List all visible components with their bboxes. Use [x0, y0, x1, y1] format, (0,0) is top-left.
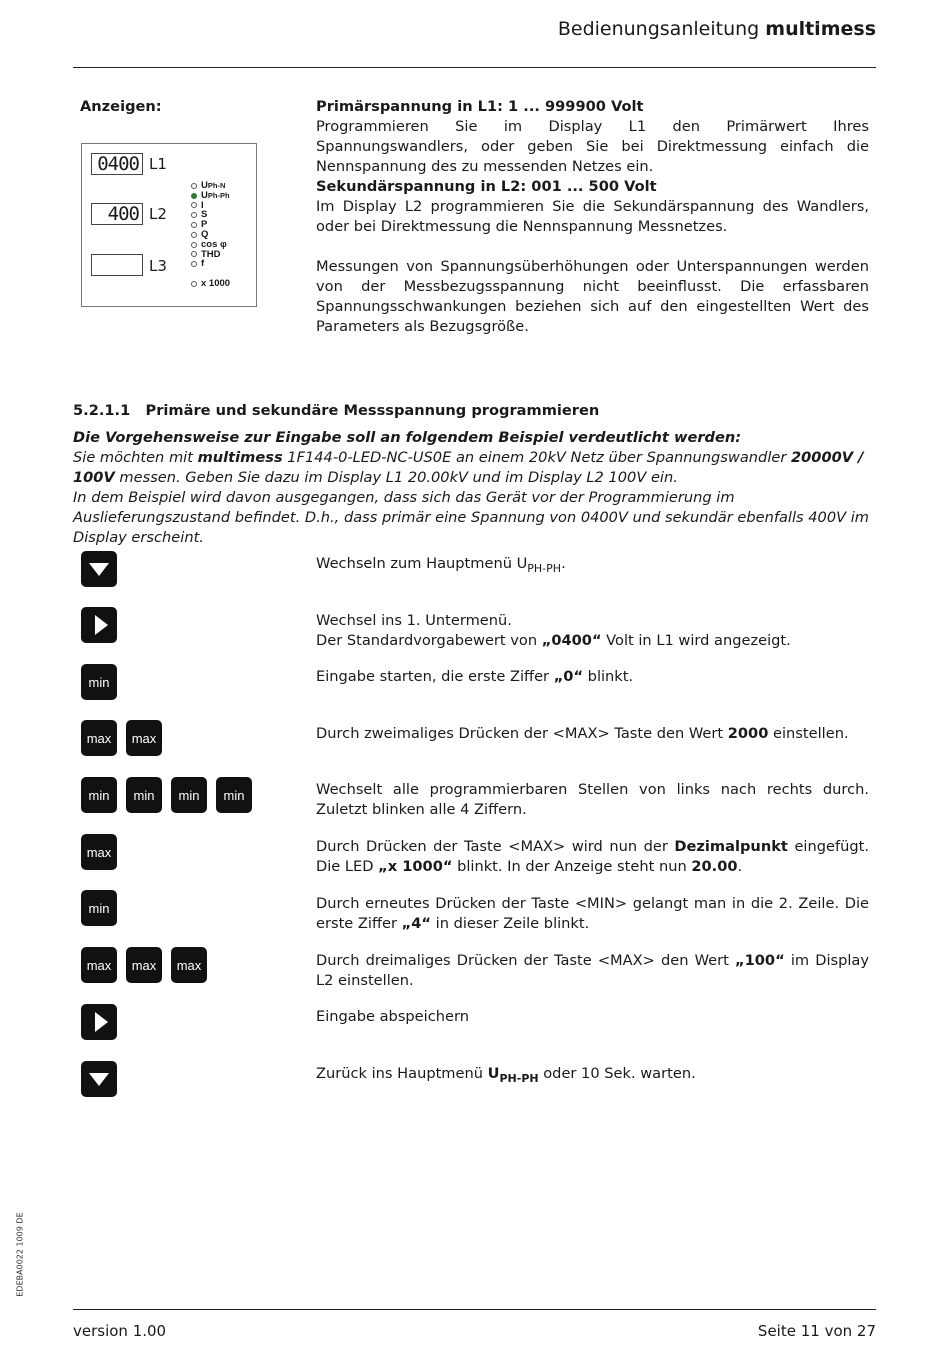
key-row-7	[81, 890, 117, 926]
min-key-button[interactable]: min	[171, 777, 207, 813]
key-row-4	[81, 720, 162, 756]
display-l3-label: L3	[149, 257, 167, 275]
section-heading	[73, 401, 599, 421]
led-dot-icon	[191, 202, 197, 208]
step-8-text: Durch dreimaliges Drücken der Taste <MAX> den Wert „100“ im Display L2 einstellen.	[316, 952, 870, 989]
step-1-text: Wechseln zum Hauptmenü $U_{PH-PH}$.	[316, 555, 566, 575]
min-key-button[interactable]: min	[216, 777, 252, 813]
max-key-button[interactable]: max	[81, 947, 117, 983]
secondary-heading: Sekundärspannung in L2: 001 ... 500 Volt	[316, 178, 657, 195]
led-dot-icon	[191, 212, 197, 218]
led-uphn: U Ph-N	[191, 181, 230, 191]
section-number: 5.2.1.1	[73, 402, 131, 419]
footer-rule	[73, 1309, 876, 1310]
step-5-text: Wechselt alle programmierbaren Stellen von links nach rechts durch. Zuletzt blinken alle 4 Ziffern.	[316, 781, 869, 818]
min-key-button[interactable]: min	[81, 890, 117, 926]
page-header	[558, 18, 876, 40]
led-p: P	[191, 220, 230, 230]
down-key-button[interactable]	[81, 551, 117, 587]
led-dot-icon	[191, 232, 197, 238]
arrow-down-icon	[89, 1073, 109, 1086]
max-key-button[interactable]: max	[171, 947, 207, 983]
led-cos: cos φ	[191, 240, 230, 250]
max-key-button[interactable]: max	[126, 720, 162, 756]
min-key-button[interactable]: min	[81, 664, 117, 700]
step-4-text: Durch zweimaliges Drücken der <MAX> Taste den Wert 2000 einstellen.	[316, 725, 849, 742]
primary-heading: Primärspannung in L1: 1 ... 999900 Volt	[316, 98, 644, 115]
key-row-5	[81, 777, 252, 813]
led-x1000: x 1000	[191, 279, 230, 289]
led-dot-icon	[191, 193, 197, 199]
display-l2-label: L2	[149, 205, 167, 223]
led-q: Q	[191, 230, 230, 240]
led-dot-icon	[191, 242, 197, 248]
key-row-9	[81, 1004, 117, 1040]
step-6-text: Durch Drücken der Taste <MAX> wird nun der Dezimalpunkt eingefügt. Die LED „x 1000“ blinkt. In der Anzeige steht nun 20.00.	[316, 838, 869, 875]
note-text: Messungen von Spannungsüberhöhungen oder Unterspannungen werden von der Messbezugsspannung nicht beeinflusst. Die erfassbaren Spannungsschwankungen beziehen sich auf den eingestellten Wert des Parameters als Bezugsgröße.	[316, 258, 869, 335]
led-dot-icon	[191, 281, 197, 287]
min-key-button[interactable]: min	[81, 777, 117, 813]
step-3-text: Eingabe starten, die erste Ziffer „0“ blinkt.	[316, 668, 634, 685]
key-row-2	[81, 607, 117, 643]
example-block	[73, 428, 878, 548]
key-row-3	[81, 664, 117, 700]
max-key-button[interactable]: max	[81, 834, 117, 870]
header-title: Bedienungsanleitung	[557, 18, 760, 40]
right-key-button[interactable]	[81, 607, 117, 643]
intro-block	[316, 97, 869, 337]
down-key-button[interactable]	[81, 1061, 117, 1097]
step-10-text: Zurück ins Hauptmenü $U_{PH-PH}$ oder 10 Sek. warten.	[316, 1065, 696, 1085]
secondary-text: Im Display L2 programmieren Sie die Sekundärspannung des Wandlers, oder bei Direktmessung die Nennspannung Messnetzes.	[316, 198, 869, 235]
key-row-10	[81, 1061, 117, 1097]
display-panel	[81, 143, 257, 307]
led-dot-icon	[191, 222, 197, 228]
led-i: I	[191, 201, 230, 211]
step-7-text: Durch erneutes Drücken der Taste <MIN> gelangt man in die 2. Zeile. Die erste Ziffer „4“ in dieser Zeile blinkt.	[316, 895, 869, 932]
led-list	[191, 181, 230, 289]
min-key-button[interactable]: min	[126, 777, 162, 813]
example-paragraph-2: In dem Beispiel wird davon ausgegangen, dass sich das Gerät vor der Programmierung im Auslieferungszustand befindet. D.h., dass primär eine Spannung von 0400V und sekundär ebenfalls 400V im Display erscheint.	[73, 489, 870, 546]
anzeigen-label: Anzeigen:	[80, 98, 162, 115]
led-dot-icon	[191, 183, 197, 189]
key-row-8	[81, 947, 207, 983]
example-paragraph-1: Sie möchten mit multimess 1F144-0-LED-NC-US0E an einem 20kV Netz über Spannungswandler 20000V / 100V messen. Geben Sie dazu im Display L1 20.00kV und im Display L2 100V ein.	[73, 449, 864, 486]
display-l1-label: L1	[149, 155, 167, 173]
header-rule	[73, 67, 876, 68]
led-dot-icon	[191, 261, 197, 267]
display-l1-value: 0400	[91, 153, 143, 175]
primary-text: Programmieren Sie im Display L1 den Primärwert Ihres Spannungswandlers, oder geben Sie bei Direktmessung einfach die Nennspannung des zu messenden Netzes ein.	[316, 118, 869, 175]
section-title: Primäre und sekundäre Messspannung programmieren	[145, 402, 600, 419]
display-l3-value	[91, 254, 143, 276]
header-brand: multimess	[765, 18, 876, 40]
right-key-button[interactable]	[81, 1004, 117, 1040]
key-row-1	[81, 551, 117, 587]
document-code: EDEBA0022 1009 DE	[15, 1212, 25, 1297]
led-f: f	[191, 259, 230, 269]
example-heading: Die Vorgehensweise zur Eingabe soll an folgendem Beispiel verdeutlicht werden:	[73, 429, 742, 446]
max-key-button[interactable]: max	[81, 720, 117, 756]
footer-version: version 1.00	[73, 1322, 167, 1340]
arrow-right-icon	[95, 1012, 108, 1032]
arrow-right-icon	[95, 615, 108, 635]
key-row-6	[81, 834, 117, 870]
display-l2-value: 400	[91, 203, 143, 225]
max-key-button[interactable]: max	[126, 947, 162, 983]
step-9-text: Eingabe abspeichern	[316, 1008, 469, 1025]
led-thd: THD	[191, 250, 230, 260]
led-dot-icon	[191, 251, 197, 257]
arrow-down-icon	[89, 563, 109, 576]
step-2-text: Wechsel ins 1. Untermenü. Der Standardvorgabewert von „0400“ Volt in L1 wird angezeigt.	[316, 612, 791, 649]
led-uphph: U Ph-Ph	[191, 191, 230, 201]
led-s: S	[191, 210, 230, 220]
footer-page-number: Seite 11 von 27	[757, 1322, 876, 1340]
